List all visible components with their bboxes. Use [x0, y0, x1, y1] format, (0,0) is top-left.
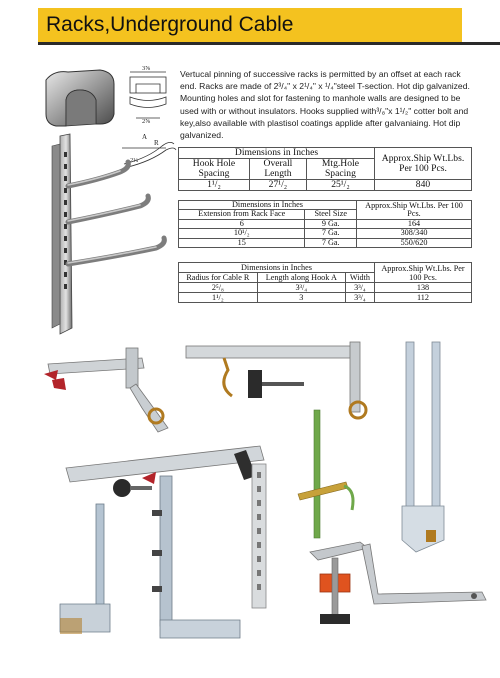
product-description: Vertucal pinning of successive racks is permitted by an offset at each rack end. Racks are made of 2³/₄" x 2¹/₄" x ¹/₄"steel T-section. Hot dip galvanized. Mounting holes and slot for fastening to manhole walls are designed to be used with or without insulators. Hooks supplied with³/₈"x 1¹/₂" cotter bolt and key,also available with plastisol coatings applide after galvaniaing. Hot dip galvanized.: [180, 69, 470, 141]
hook-dimensions-table: [178, 200, 472, 248]
table-row: [179, 293, 472, 303]
t3-cell: 3³/₄: [345, 283, 374, 293]
t1-weight-header: Approx.Ship Wt.Lbs. Per 100 Pcs.: [375, 148, 472, 180]
hook-label-a: A: [142, 133, 148, 141]
table-row: [179, 180, 472, 191]
t2-cell: 7 Ga.: [305, 238, 357, 247]
t1-cell: 840: [375, 180, 472, 191]
hook-label-r: R: [154, 139, 159, 147]
t3-cell: 2⁵/₈: [179, 283, 258, 293]
rack-with-hooks-image: [38, 132, 176, 340]
t2-col-extension: Extension from Rack Face: [179, 210, 305, 219]
t1-cell: 25¹/₂: [306, 180, 374, 191]
t2-cell: 10¹/₂: [179, 229, 305, 238]
t1-group-header: Dimensions in Inches: [179, 148, 375, 159]
t2-cell: 308/340: [357, 229, 472, 238]
t2-col-steel-size: Steel Size: [305, 210, 357, 219]
t2-cell: 7 Ga.: [305, 229, 357, 238]
t3-col-width: Width: [345, 273, 374, 283]
table-row: [179, 238, 472, 247]
table-row: [179, 283, 472, 293]
saddle-width-top-label: 3⅝: [142, 65, 151, 72]
vertical-bracket-image: [396, 340, 456, 558]
hook-rod-image: [296, 406, 366, 546]
t3-cell: 138: [375, 283, 472, 293]
wall-bracket-image: [150, 470, 246, 650]
t2-cell: 550/620: [357, 238, 472, 247]
hook-dim-label: 2¼: [130, 157, 139, 164]
t2-cell: 9 Ga.: [305, 219, 357, 228]
saddle-dimensions-table: [178, 262, 472, 303]
t1-col-hook-hole-spacing: Hook Hole Spacing: [179, 159, 250, 180]
saddle-width-bottom-label: 2⅝: [142, 118, 151, 124]
t3-group-header: Dimensions in Inches: [179, 263, 375, 273]
t3-weight-header: Approx.Ship Wt.Lbs. Per 100 Pcs.: [375, 263, 472, 283]
beam-clamp-image: [306, 534, 496, 644]
t2-cell: 15: [179, 238, 305, 247]
offset-bracket-image: [54, 500, 134, 640]
rack-dimensions-table: [178, 147, 472, 191]
perforated-strip-image: [248, 462, 272, 612]
t2-cell: 6: [179, 219, 305, 228]
table-row: [179, 229, 472, 238]
saddle-line-drawing: [122, 64, 174, 124]
t3-col-radius: Radius for Cable R: [179, 273, 258, 283]
t2-weight-header: Approx.Ship Wt.Lbs. Per 100 Pcs.: [357, 201, 472, 220]
t3-cell: 3: [257, 293, 345, 303]
t1-col-overall-length: Overall Length: [249, 159, 306, 180]
t3-cell: 3³/₄: [257, 283, 345, 293]
t2-group-header: Dimensions in Inches: [179, 201, 357, 210]
t1-col-mtg-hole-spacing: Mtg.Hole Spacing: [306, 159, 374, 180]
t3-cell: 1¹/₂: [179, 293, 258, 303]
t3-col-length-along-hook: Length along Hook A: [257, 273, 345, 283]
t3-cell: 112: [375, 293, 472, 303]
t1-cell: 1¹/₂: [179, 180, 250, 191]
t1-cell: 27¹/₂: [249, 180, 306, 191]
page-title: Racks,Underground Cable: [46, 13, 294, 36]
bracket-clamp-image-1: [42, 344, 182, 436]
t2-cell: 164: [357, 219, 472, 228]
saddle-insulator-image: [40, 62, 120, 132]
t3-cell: 3³/₄: [345, 293, 374, 303]
